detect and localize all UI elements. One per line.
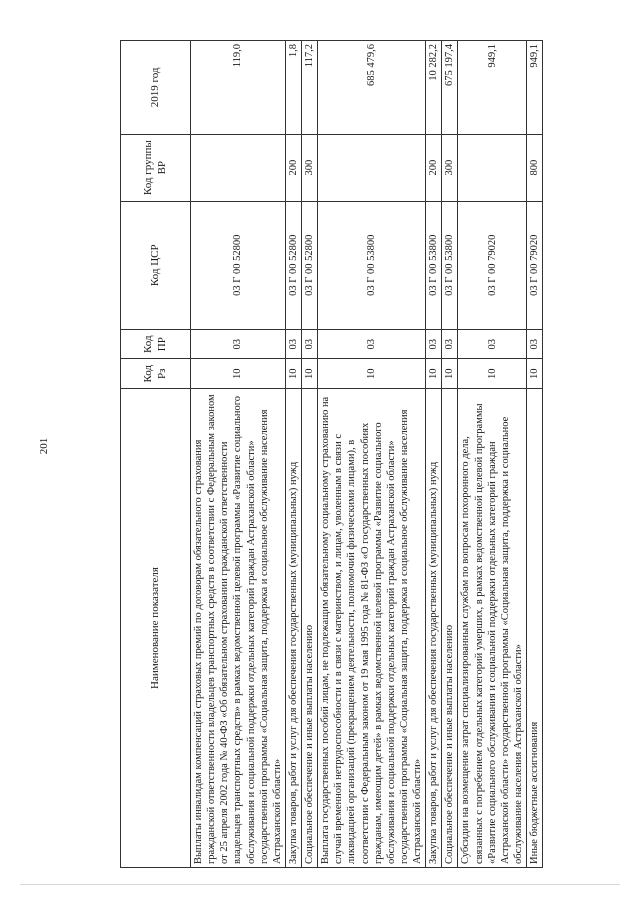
row-pr: 03 bbox=[191, 329, 286, 359]
table-row bbox=[442, 41, 458, 868]
row-vr: 200 bbox=[285, 134, 301, 201]
row-name: Выплата государственных пособий лицам, не подлежащим обязательному социальному страхованию на случай временной нетрудоспособности и в связи с материнством, и лицам, уволенным в связи с ликвидацией организаций (прекращением деятельности, полномочий физическими лицами), в соответствии с Федеральным законом от 19 мая 1995 года № 81-ФЗ «О государственных пособиях гражданам, имеющим детей» в рамках ведомственной целевой программы «Развитие социального обслуживания и социальной поддержки отдельных категорий граждан Астраханской области» государственной программы «Социальная защита, поддержка и социальное обслуживание населения Астраханской области» bbox=[318, 389, 426, 868]
row-rz: 10 bbox=[302, 359, 318, 389]
row-vr bbox=[458, 134, 527, 201]
table-row bbox=[527, 41, 543, 868]
table-row bbox=[426, 41, 442, 868]
row-rz: 10 bbox=[285, 359, 301, 389]
row-rz: 10 bbox=[318, 359, 426, 389]
row-csr: 03 Г 00 53800 bbox=[426, 201, 442, 329]
row-vr: 300 bbox=[302, 134, 318, 201]
row-rz: 10 bbox=[527, 359, 543, 389]
row-rz: 10 bbox=[458, 359, 527, 389]
row-year: 10 282,2 bbox=[426, 41, 442, 135]
row-name: Закупка товаров, работ и услуг для обеспечения государственных (муниципальных) нужд bbox=[426, 389, 442, 868]
rotated-page bbox=[120, 40, 540, 868]
row-year: 117,2 bbox=[302, 41, 318, 135]
row-year: 675 197,4 bbox=[442, 41, 458, 135]
row-vr bbox=[191, 134, 286, 201]
row-csr: 03 Г 00 79020 bbox=[458, 201, 527, 329]
budget-table bbox=[120, 40, 543, 868]
row-rz: 10 bbox=[191, 359, 286, 389]
row-pr: 03 bbox=[458, 329, 527, 359]
row-pr: 03 bbox=[302, 329, 318, 359]
header-pr: Код ПР bbox=[121, 329, 191, 359]
row-name: Иные бюджетные ассигнования bbox=[527, 389, 543, 868]
row-pr: 03 bbox=[426, 329, 442, 359]
row-csr: 03 Г 00 52800 bbox=[302, 201, 318, 329]
header-year: 2019 год bbox=[121, 41, 191, 135]
row-rz: 10 bbox=[442, 359, 458, 389]
row-name: Закупка товаров, работ и услуг для обеспечения государственных (муниципальных) нужд bbox=[285, 389, 301, 868]
header-rz: Код Рз bbox=[121, 359, 191, 389]
row-pr: 03 bbox=[285, 329, 301, 359]
row-pr: 03 bbox=[527, 329, 543, 359]
row-vr: 200 bbox=[426, 134, 442, 201]
row-vr bbox=[318, 134, 426, 201]
row-pr: 03 bbox=[442, 329, 458, 359]
page-number: 201 bbox=[38, 437, 50, 455]
row-csr: 03 Г 00 52800 bbox=[191, 201, 286, 329]
row-csr: 03 Г 00 53800 bbox=[318, 201, 426, 329]
row-year: 1,8 bbox=[285, 41, 301, 135]
row-rz: 10 bbox=[426, 359, 442, 389]
row-vr: 300 bbox=[442, 134, 458, 201]
table-row bbox=[302, 41, 318, 868]
header-row bbox=[121, 41, 191, 868]
table-row bbox=[191, 41, 286, 868]
row-year: 685 479,6 bbox=[318, 41, 426, 135]
row-name: Выплаты инвалидам компенсаций страховых премий по договорам обязательного страхования гражданской ответственности владельцев транспортных средств в соответствии с Федеральным законом от 25 апреля 2002 года № 40-ФЗ «Об обязательном страховании гражданской ответственности владельцев транспортных средств» в рамках ведомственной целевой программы «Развитие социального обслуживания и социальной поддержки отдельных категорий граждан Астраханской области» государственной программы «Социальная защита, поддержка и социальное обслуживание населения Астраханской области» bbox=[191, 389, 286, 868]
row-pr: 03 bbox=[318, 329, 426, 359]
header-vr: Код группы ВР bbox=[121, 134, 191, 201]
scan-edge-line bbox=[20, 884, 620, 885]
budget-table-container bbox=[120, 40, 540, 868]
row-csr: 03 Г 00 79020 bbox=[527, 201, 543, 329]
row-csr: 03 Г 00 52800 bbox=[285, 201, 301, 329]
header-name: Наименование показателя bbox=[121, 389, 191, 868]
table-row bbox=[458, 41, 527, 868]
row-year: 949,1 bbox=[527, 41, 543, 135]
row-name: Социальное обеспечение и иные выплаты населению bbox=[302, 389, 318, 868]
row-csr: 03 Г 00 53800 bbox=[442, 201, 458, 329]
table-row bbox=[318, 41, 426, 868]
row-name: Социальное обеспечение и иные выплаты населению bbox=[442, 389, 458, 868]
table-row bbox=[285, 41, 301, 868]
row-year: 949,1 bbox=[458, 41, 527, 135]
row-name: Субсидии на возмещение затрат специализированным службам по вопросам похоронного дела, связанных с погребением отдельных категорий умерших, в рамках ведомственной целевой программы «Развитие социального обслуживания и социальной поддержки отдельных категорий граждан Астраханской области» государственной программы «Социальная защита, поддержка и социальное обслуживание населения Астраханской области» bbox=[458, 389, 527, 868]
row-year: 119,0 bbox=[191, 41, 286, 135]
row-vr: 800 bbox=[527, 134, 543, 201]
header-csr: Код ЦСР bbox=[121, 201, 191, 329]
